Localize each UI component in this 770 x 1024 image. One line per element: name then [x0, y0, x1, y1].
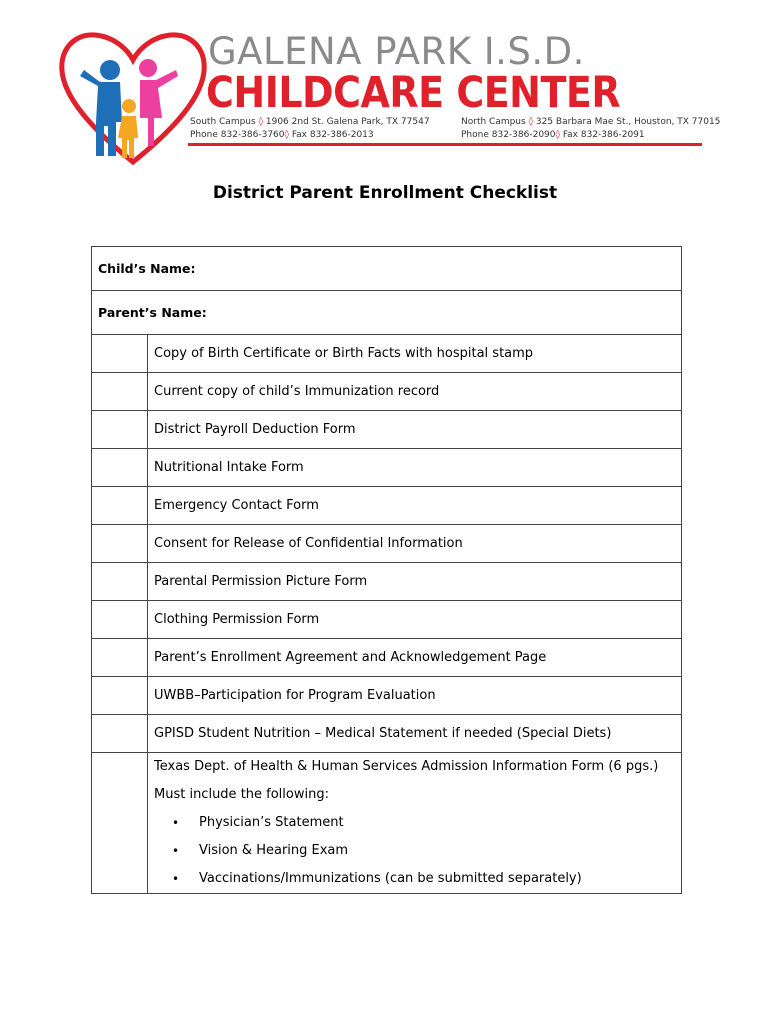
checklist-checkbox[interactable]: [92, 487, 148, 525]
enrollment-checklist-table: [91, 246, 682, 894]
checklist-row: [92, 335, 682, 373]
checklist-row: [92, 449, 682, 487]
checklist-item-label: Emergency Contact Form: [148, 487, 682, 525]
checklist-item-label: Current copy of child’s Immunization record: [148, 373, 682, 411]
checklist-row: [92, 411, 682, 449]
checklist-row: [92, 715, 682, 753]
checklist-checkbox[interactable]: [92, 525, 148, 563]
checklist-item-label: Texas Dept. of Health & Human Services Admission Information Form (6 pgs.): [154, 759, 659, 774]
checklist-row: [92, 601, 682, 639]
checklist-item-admission-form: [148, 753, 682, 894]
header-divider: [188, 143, 702, 146]
family-figures-icon: [80, 59, 178, 158]
checklist-row: [92, 563, 682, 601]
child-name-field[interactable]: Child’s Name:: [92, 247, 682, 291]
checklist-checkbox[interactable]: [92, 335, 148, 373]
north-campus-address: North Campus ◊ 325 Barbara Mae St., Houston, TX 77015 Phone 832-386-2090◊ Fax 832-386-2091: [461, 117, 721, 140]
checklist-row: [92, 639, 682, 677]
checklist-checkbox[interactable]: [92, 601, 148, 639]
checklist-checkbox[interactable]: [92, 715, 148, 753]
checklist-checkbox[interactable]: [92, 639, 148, 677]
checklist-row-admission-form: [92, 753, 682, 894]
brand-district-name: GALENA PARK I.S.D.: [208, 30, 585, 73]
checklist-checkbox[interactable]: [92, 373, 148, 411]
checklist-item-label: GPISD Student Nutrition – Medical Statement if needed (Special Diets): [148, 715, 682, 753]
childcare-center-logo: [58, 26, 208, 166]
child-name-row: [92, 247, 682, 291]
checklist-checkbox[interactable]: [92, 753, 148, 894]
parent-name-field[interactable]: Parent’s Name:: [92, 291, 682, 335]
checklist-item-label: Copy of Birth Certificate or Birth Facts with hospital stamp: [148, 335, 682, 373]
checklist-row: [92, 677, 682, 715]
must-include-label: Must include the following:: [154, 787, 329, 802]
checklist-item-label: Clothing Permission Form: [148, 601, 682, 639]
page-title: District Parent Enrollment Checklist: [212, 183, 558, 203]
list-item: • Vaccinations/Immunizations (can be submitted separately): [172, 865, 675, 893]
required-documents-list: [154, 809, 675, 893]
checklist-item-label: Nutritional Intake Form: [148, 449, 682, 487]
checklist-item-label: Consent for Release of Confidential Information: [148, 525, 682, 563]
list-item: • Physician’s Statement: [172, 809, 675, 837]
brand-center-name: CHILDCARE CENTER: [206, 68, 621, 118]
checklist-checkbox[interactable]: [92, 677, 148, 715]
checklist-row: [92, 487, 682, 525]
checklist-row: [92, 373, 682, 411]
checklist-row: [92, 525, 682, 563]
checklist-item-label: District Payroll Deduction Form: [148, 411, 682, 449]
checklist-item-label: Parent’s Enrollment Agreement and Acknowledgement Page: [148, 639, 682, 677]
parent-name-row: [92, 291, 682, 335]
list-item: • Vision & Hearing Exam: [172, 837, 675, 865]
checklist-item-label: UWBB–Participation for Program Evaluation: [148, 677, 682, 715]
checklist-item-label: Parental Permission Picture Form: [148, 563, 682, 601]
checklist-checkbox[interactable]: [92, 563, 148, 601]
checklist-checkbox[interactable]: [92, 411, 148, 449]
south-campus-address: South Campus ◊ 1906 2nd St. Galena Park, TX 77547 Phone 832-386-3760◊ Fax 832-386-2013: [190, 117, 430, 140]
checklist-checkbox[interactable]: [92, 449, 148, 487]
